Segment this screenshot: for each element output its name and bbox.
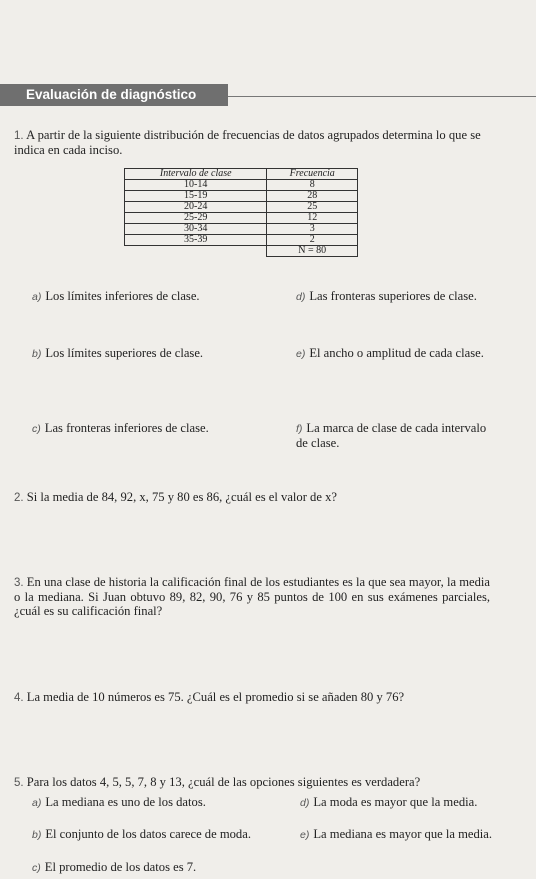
option-1d: d) Las fronteras superiores de clase. bbox=[296, 289, 477, 303]
option-1f: f) La marca de clase de cada intervalo de clase. bbox=[296, 421, 487, 450]
question-2 bbox=[14, 490, 514, 505]
frequency-cell: 12 bbox=[267, 213, 358, 224]
question-5 bbox=[14, 775, 514, 790]
interval-cell: 10-14 bbox=[125, 180, 267, 191]
table-total-row bbox=[125, 246, 358, 257]
empty-cell bbox=[125, 246, 267, 257]
interval-cell: 30-34 bbox=[125, 224, 267, 235]
total-cell: N = 80 bbox=[267, 246, 358, 257]
question-number: 2. bbox=[14, 492, 24, 504]
question-text: En una clase de historia la calificación final de los estudiantes es la que sea mayor, la media o la mediana. Si Juan obtuvo 89, 82, 90, 76 y 85 puntos de 100 en sus exámenes parciales, ¿cuál es su calificación final? bbox=[14, 575, 490, 618]
interval-cell: 35-39 bbox=[125, 235, 267, 246]
table-header-interval: Intervalo de clase bbox=[125, 169, 267, 180]
question-1 bbox=[14, 128, 514, 157]
frequency-cell: 8 bbox=[267, 180, 358, 191]
question-number: 1. bbox=[14, 130, 24, 142]
table-row bbox=[125, 180, 358, 191]
table-row bbox=[125, 235, 358, 246]
question-4 bbox=[14, 690, 514, 705]
frequency-table bbox=[124, 168, 358, 257]
question-text: Para los datos 4, 5, 5, 7, 8 y 13, ¿cuál de las opciones siguientes es verdadera? bbox=[26, 775, 421, 789]
option-1b: b) Los límites superiores de clase. bbox=[32, 346, 204, 360]
section-header: Evaluación de diagnóstico bbox=[0, 84, 228, 106]
frequency-cell: 2 bbox=[267, 235, 358, 246]
interval-cell: 20-24 bbox=[125, 202, 267, 213]
question-number: 4. bbox=[14, 692, 24, 704]
question-text: Si la media de 84, 92, x, 75 y 80 es 86, ¿cuál es el valor de x? bbox=[26, 490, 337, 504]
option-5c: c) El promedio de los datos es 7. bbox=[32, 860, 197, 874]
frequency-cell: 3 bbox=[267, 224, 358, 235]
table-row bbox=[125, 202, 358, 213]
question-text: La media de 10 números es 75. ¿Cuál es el promedio si se añaden 80 y 76? bbox=[26, 690, 405, 704]
table-header-frequency: Frecuencia bbox=[267, 169, 358, 180]
table-row bbox=[125, 213, 358, 224]
question-number: 3. bbox=[14, 577, 24, 589]
header-rule bbox=[228, 96, 536, 97]
frequency-cell: 25 bbox=[267, 202, 358, 213]
option-1a: a) Los límites inferiores de clase. bbox=[32, 289, 200, 303]
option-5e: e) La mediana es mayor que la media. bbox=[300, 827, 493, 841]
question-3 bbox=[14, 575, 490, 618]
option-1e: e) El ancho o amplitud de cada clase. bbox=[296, 346, 484, 360]
question-number: 5. bbox=[14, 777, 24, 789]
table-row bbox=[125, 224, 358, 235]
frequency-cell: 28 bbox=[267, 191, 358, 202]
question-text: A partir de la siguiente distribución de frecuencias de datos agrupados determina lo que se indica en cada inciso. bbox=[14, 128, 481, 157]
option-5d: d) La moda es mayor que la media. bbox=[300, 795, 478, 809]
interval-cell: 15-19 bbox=[125, 191, 267, 202]
option-5a: a) La mediana es uno de los datos. bbox=[32, 795, 206, 809]
interval-cell: 25-29 bbox=[125, 213, 267, 224]
option-1c: c) Las fronteras inferiores de clase. bbox=[32, 421, 209, 435]
table-row bbox=[125, 191, 358, 202]
option-5b: b) El conjunto de los datos carece de moda. bbox=[32, 827, 251, 841]
